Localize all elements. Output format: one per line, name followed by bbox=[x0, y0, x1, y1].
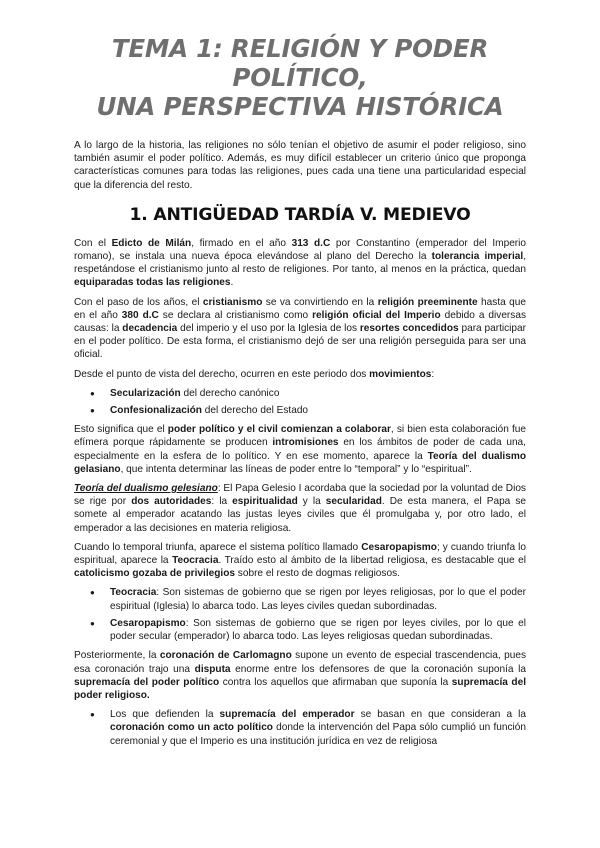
supremacy-list bbox=[74, 708, 526, 748]
paragraph-sistemas: Cuando lo temporal triunfa, aparece el sistema político llamado Cesaropapismo; y cuando triunfa lo espiritual, aparece la Teocracia. Traído esto al ámbito de la libertad religiosa, es destacable que el catolicismo gozaba de privilegios sobre el resto de dogmas religiosos. bbox=[74, 541, 526, 580]
list-item: ● Secularización del derecho canónico bbox=[74, 387, 526, 400]
paragraph-colaboracion: Esto significa que el poder político y el civil comienzan a colaborar, si bien esta colaboración fue efímera porque rápidamente se producen intromisiones en los ámbitos de poder de cada una, especialmente en la esfera de lo político. Y en ese momento, aparece la Teoría del dualismo gelasiano, que intenta determinar las líneas de poder entre lo “temporal” y lo “espiritual”. bbox=[74, 424, 526, 475]
title-line-2: UNA PERSPECTIVA HISTÓRICA bbox=[96, 92, 504, 121]
list-item: ● Teocracia: Son sistemas de gobierno que se rigen por leyes religiosas, por lo que el poder espiritual (Iglesia) lo abarca todo. Las leyes civiles quedan subordinadas. bbox=[74, 586, 526, 612]
title-line-1: TEMA 1: RELIGIÓN Y PODER POLÍTICO, bbox=[111, 34, 489, 92]
page-title bbox=[74, 34, 526, 121]
movements-list bbox=[74, 387, 526, 417]
paragraph-carlomagno: Posteriormente, la coronación de Carlomagno supone un evento de especial trascendencia, pues esa coronación trajo una disputa enorme entre los defensores de que la coronación suponía la supremacía del poder político contra los aquellos que afirmaban que suponía la supremacía del poder religioso. bbox=[74, 650, 527, 701]
paragraph-cristianismo: Con el paso de los años, el cristianismo se va convirtiendo en la religión preeminente hasta que en el año 380 d.C se declara al cristianismo como religión oficial del Imperio debido a diversas causas: la decadencia del imperio y el uso por la Iglesia de los resortes concedidos para participar en el poder político. De esta forma, el cristianismo dejó de ser una religión perseguida para ser una oficial. bbox=[74, 296, 527, 361]
paragraph-edicto: Con el Edicto de Milán, firmado en el año 313 d.C por Constantino (emperador del Imperio romano), se instala una nueva época elevándose al plano del Derecho la tolerancia imperial, respetándose el cristianismo junto al resto de religiones. Por tanto, al menos en la práctica, quedan equiparadas todas las religiones. bbox=[74, 237, 527, 289]
intro-paragraph: A lo largo de la historia, las religiones no sólo tenían el objetivo de asumir el poder religioso, sino también asumir el poder político. Además, es muy difícil establecer un criterio único que proponga características comunes para todas las religiones, pues cada una tiene una particularidad especial que la diferencia del resto. bbox=[74, 140, 526, 191]
section-heading: 1. ANTIGÜEDAD TARDÍA V. MEDIEVO bbox=[129, 204, 471, 225]
list-item: ● Los que defienden la supremacía del emperador se basan en que consideran a la coronación como un acto político donde la intervención del Papa sólo cumplió un función ceremonial y que el Imperio es una institución jurídica en vez de religiosa bbox=[74, 708, 526, 748]
systems-list bbox=[74, 586, 526, 643]
paragraph-movimientos: Desde el punto de vista del derecho, ocurren en este periodo dos movimientos: bbox=[74, 368, 435, 380]
list-item: ● Confesionalización del derecho del Estado bbox=[74, 404, 526, 417]
list-item: ● Cesaropapismo: Son sistemas de gobierno que se rigen por leyes civiles, por lo que el poder secular (emperador) lo abarca todo. Las leyes religiosas quedan subordinadas. bbox=[74, 617, 526, 643]
paragraph-teoria: Teoría del dualismo gelesiano: El Papa Gelesio I acordaba que la sociedad por la voluntad de Dios se rige por dos autoridades: la espiritualidad y la secularidad. De esta manera, el Papa se somete al emperador acatando las justas leyes civiles que él promulgaba y, por otro lado, el emperador a las decisiones en materia religiosa. bbox=[74, 483, 526, 534]
